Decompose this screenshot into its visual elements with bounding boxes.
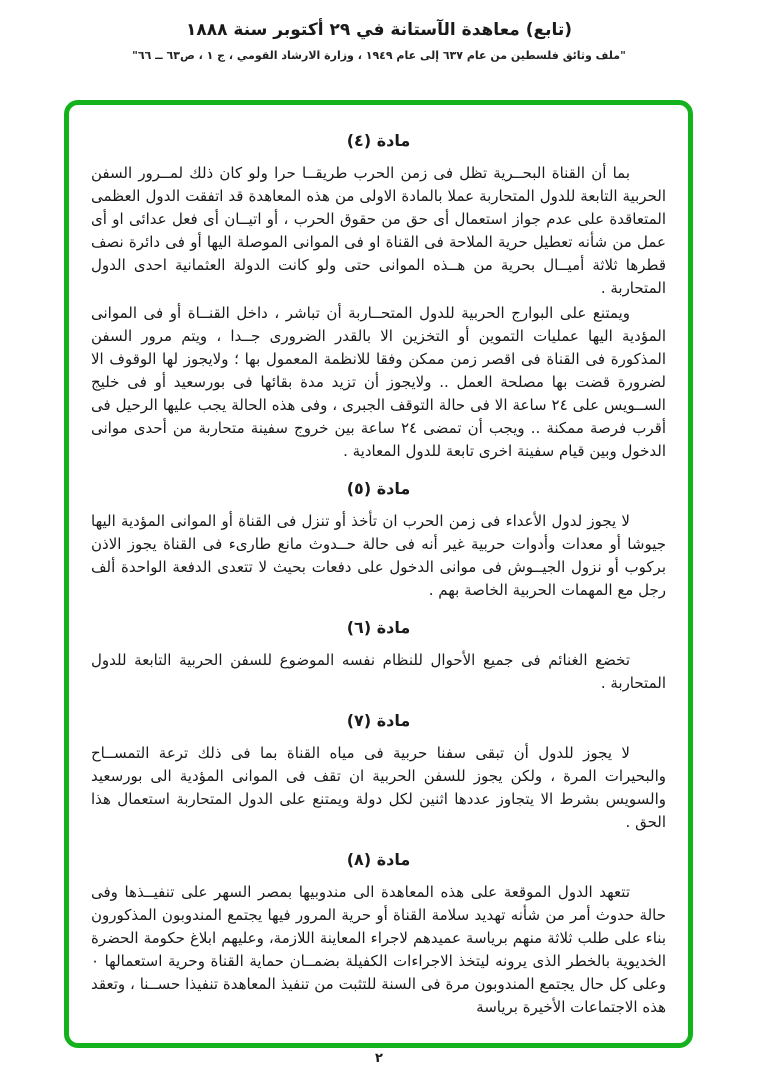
article-heading: مادة (٧) xyxy=(346,711,411,730)
article-heading: مادة (٤) xyxy=(346,131,411,150)
article-5 xyxy=(91,479,666,602)
page-title: (تابع) معاهدة الآستانة في ٢٩ أكتوبر سنة ١٨٨٨ xyxy=(185,20,573,40)
article-heading: مادة (٨) xyxy=(346,850,411,869)
article-paragraph: تخضع الغنائم فى جميع الأحوال للنظام نفسه الموضوع للسفن الحربية التابعة للدول المتحاربة . xyxy=(91,651,666,692)
article-paragraph: ويمتنع على البوارج الحربية للدول المتحــاربة أن تباشر ، داخل القنــاة أو فى الموانى المؤدية اليها عمليات التموين أو التخزين الا بالقدر الضرورى جــدا ، ويتم مرور السفن المذكورة فى القناة فى اقصر زمن ممكن وفقا للانظمة المعمول بها ؛ ولايجوز لها الوقوف الا لضرورة قضت بها مصلحة العمل .. ولايجوز أن تزيد مدة بقائها فى بورسعيد أو فى خليج الســويس على ٢٤ ساعة الا فى حالة التوقف الجبرى ، وفى هذه الحالة يجب عليها الرحيل فى أقرب فرصة ممكنة .. ويجب أن تمضى ٢٤ ساعة بين خروج سفينة متحاربة من أحدى موانى الدخول وبين قيام سفينة اخرى تابعة للدول المعادية . xyxy=(91,304,666,460)
article-paragraph: تتعهد الدول الموقعة على هذه المعاهدة الى مندوبيها بمصر السهر على تنفيــذها وفى حالة حدوث أمر من شأنه تهديد سلامة القناة أو حرية المرور فيها يجتمع المندوبون المذكورون بناء على طلب ثلاثة منهم برياسة عميدهم لاجراء المعاينة اللازمة، وعليهم ابلاغ حكومة الحضرة الخديوية بالخطر الذى يرونه ليتخذ الاجراءات الكفيلة بضمــان حماية القناة وحرية استعمالها ٠ وعلى كل حال يجتمع المندوبون مرة فى السنة للتثبت من تنفيذ المعاهدة تنفيذا حســنا ، وتعقد هذه الاجتماعات الأخيرة برياسة xyxy=(91,883,666,1016)
article-heading: مادة (٥) xyxy=(346,479,411,498)
source-citation: "ملف وثائق فلسطين من عام ٦٣٧ إلى عام ١٩٤٩ ، وزارة الارشاد القومي ، ج ١ ، ص٦٣ ــ ٦٦" xyxy=(132,49,626,62)
article-heading: مادة (٦) xyxy=(346,618,411,637)
article-paragraph: لا يجوز لدول الأعداء فى زمن الحرب ان تأخذ أو تنزل فى القناة أو الموانى المؤدية اليها جيوشا أو معدات وأدوات حربية غير أنه فى حالة حــدوث مانع طارىء فى القناة يجوز الاذن بركوب أو نزول الجيــوش فى موانى الدخول على دفعات بحيث لا تتعدى الدفعة الواحدة ألف رجل مع المهمات الحربية الخاصة بهم . xyxy=(91,512,666,599)
document-header xyxy=(0,20,758,62)
article-4 xyxy=(91,131,666,463)
article-8 xyxy=(91,850,666,1019)
article-7 xyxy=(91,711,666,834)
article-paragraph: لا يجوز للدول أن تبقى سفنا حربية فى مياه القناة بما فى ذلك ترعة التمســاح والبحيرات المرة ، ولكن يجوز للسفن الحربية ان تقف فى الموانى المؤدية الى بورسعيد والسويس بشرط الا يتجاوز عددها اثنين لكل دولة ويمتنع على الدول المتحاربة استعمال هذا الحق . xyxy=(91,744,666,831)
document-border-box xyxy=(64,100,693,1048)
page-number: ٢ xyxy=(375,1051,383,1066)
article-6 xyxy=(91,618,666,695)
article-paragraph: بما أن القناة البحــرية تظل فى زمن الحرب طريقــا حرا ولو كان ذلك لمــرور السفن الحربية التابعة للدول المتحاربة عملا بالمادة الاولى من هذه المعاهدة قد اتفقت الدول العظمى المتعاقدة على عدم جواز استعمال أى حق من حقوق الحرب ، أو اتيــان أى فعل عدائى او أى عمل من شأنه تعطيل حرية الملاحة فى القناة او فى الموانى الموصلة اليها أو فى دائرة نصف قطرها ثلاثة أميــال بحرية من هــذه الموانى حتى ولو كانت الدولة العثمانية احدى الدول المتحاربة . xyxy=(91,164,666,297)
